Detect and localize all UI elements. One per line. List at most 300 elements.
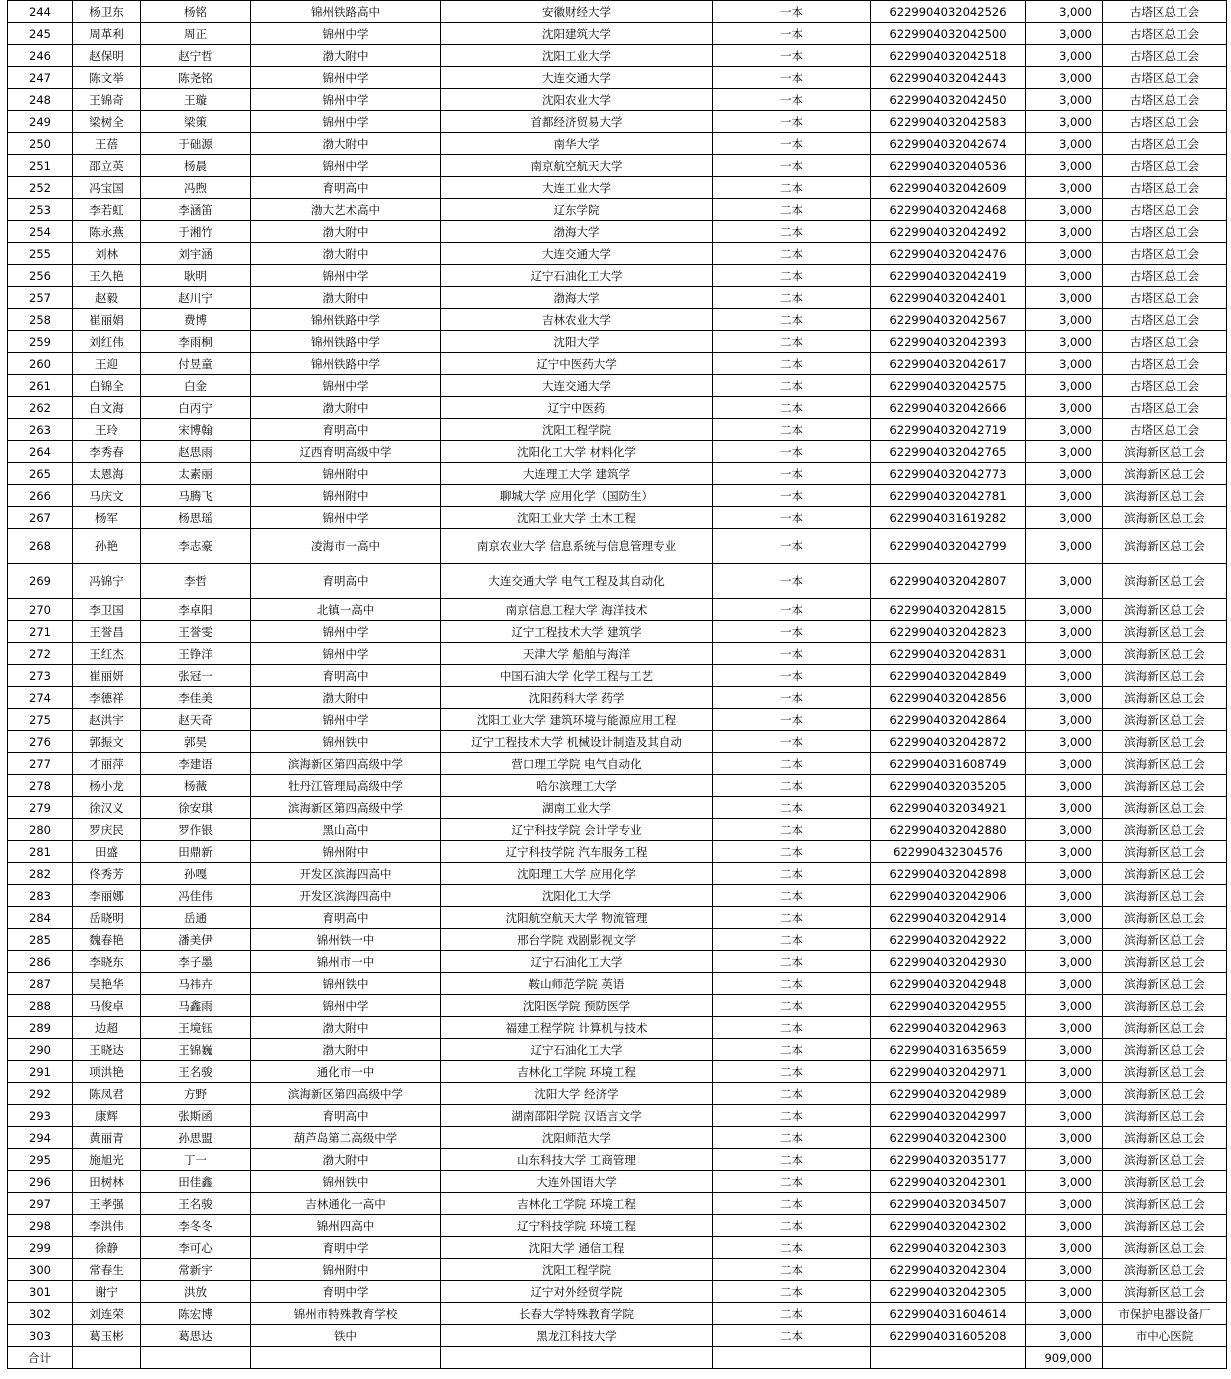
issuing-union: 古塔区总工会 [1103, 45, 1227, 67]
student-name: 陈尧铭 [141, 67, 251, 89]
high-school: 渤大附中 [251, 133, 441, 155]
bank-card-number: 6229904032042880 [871, 819, 1026, 841]
grant-amount: 3,000 [1026, 841, 1103, 863]
high-school: 锦州中学 [251, 375, 441, 397]
grant-amount: 3,000 [1026, 1237, 1103, 1259]
issuing-union: 滨海新区总工会 [1103, 1215, 1227, 1237]
grant-amount: 3,000 [1026, 177, 1103, 199]
row-number: 283 [8, 885, 73, 907]
issuing-union: 滨海新区总工会 [1103, 731, 1227, 753]
table-row [8, 1083, 1227, 1105]
student-name: 李卓阳 [141, 599, 251, 621]
issuing-union: 滨海新区总工会 [1103, 995, 1227, 1017]
student-name: 费博 [141, 309, 251, 331]
admission-tier: 二本 [713, 753, 871, 775]
bank-card-number: 6229904032042609 [871, 177, 1026, 199]
high-school: 辽西育明高级中学 [251, 441, 441, 463]
high-school: 铁中 [251, 1325, 441, 1347]
row-number: 246 [8, 45, 73, 67]
row-number: 281 [8, 841, 73, 863]
parent-name: 刘连荣 [73, 1303, 141, 1325]
grant-amount: 3,000 [1026, 111, 1103, 133]
parent-name: 黄丽青 [73, 1127, 141, 1149]
table-row [8, 111, 1227, 133]
university-major: 大连理工大学 建筑学 [441, 463, 713, 485]
row-number: 251 [8, 155, 73, 177]
university-major: 辽宁工程技术大学 建筑学 [441, 621, 713, 643]
high-school: 锦州中学 [251, 67, 441, 89]
high-school: 育明高中 [251, 564, 441, 599]
high-school: 锦州中学 [251, 995, 441, 1017]
parent-name: 王玲 [73, 419, 141, 441]
row-number: 275 [8, 709, 73, 731]
grant-amount: 3,000 [1026, 1193, 1103, 1215]
student-name: 马鑫雨 [141, 995, 251, 1017]
high-school: 锦州中学 [251, 111, 441, 133]
row-number: 287 [8, 973, 73, 995]
university-major: 湖南邵阳学院 汉语言文学 [441, 1105, 713, 1127]
bank-card-number: 6229904032042955 [871, 995, 1026, 1017]
issuing-union: 古塔区总工会 [1103, 265, 1227, 287]
parent-name: 崔丽娟 [73, 309, 141, 331]
parent-name: 王誉昌 [73, 621, 141, 643]
university-major: 沈阳理工大学 应用化学 [441, 863, 713, 885]
issuing-union: 滨海新区总工会 [1103, 621, 1227, 643]
grant-amount: 3,000 [1026, 1105, 1103, 1127]
issuing-union: 滨海新区总工会 [1103, 753, 1227, 775]
grant-amount: 3,000 [1026, 753, 1103, 775]
bank-card-number: 6229904032042914 [871, 907, 1026, 929]
high-school: 渤大附中 [251, 1039, 441, 1061]
grant-amount: 3,000 [1026, 709, 1103, 731]
student-name: 赵宁哲 [141, 45, 251, 67]
issuing-union: 古塔区总工会 [1103, 67, 1227, 89]
grant-amount: 3,000 [1026, 687, 1103, 709]
row-number: 256 [8, 265, 73, 287]
row-number: 297 [8, 1193, 73, 1215]
high-school: 渤大附中 [251, 687, 441, 709]
grant-amount: 3,000 [1026, 1149, 1103, 1171]
table-row [8, 665, 1227, 687]
high-school: 渤大附中 [251, 1017, 441, 1039]
admission-tier: 一本 [713, 687, 871, 709]
table-row [8, 1039, 1227, 1061]
high-school: 锦州四高中 [251, 1215, 441, 1237]
issuing-union: 滨海新区总工会 [1103, 1083, 1227, 1105]
admission-tier: 二本 [713, 331, 871, 353]
issuing-union: 市保护电器设备厂 [1103, 1303, 1227, 1325]
admission-tier: 二本 [713, 1259, 871, 1281]
table-row [8, 841, 1227, 863]
table-row [8, 1017, 1227, 1039]
issuing-union: 滨海新区总工会 [1103, 1193, 1227, 1215]
bank-card-number: 6229904032042963 [871, 1017, 1026, 1039]
high-school: 吉林通化一高中 [251, 1193, 441, 1215]
high-school: 锦州中学 [251, 89, 441, 111]
high-school: 锦州中学 [251, 155, 441, 177]
university-major: 大连交通大学 [441, 243, 713, 265]
row-number: 261 [8, 375, 73, 397]
student-name: 张冠一 [141, 665, 251, 687]
student-name: 于湘竹 [141, 221, 251, 243]
admission-tier: 一本 [713, 45, 871, 67]
parent-name: 杨小龙 [73, 775, 141, 797]
bank-card-number: 6229904032042526 [871, 1, 1026, 23]
university-major: 山东科技大学 工商管理 [441, 1149, 713, 1171]
grant-amount: 3,000 [1026, 775, 1103, 797]
parent-name: 刘林 [73, 243, 141, 265]
bank-card-number: 6229904032042971 [871, 1061, 1026, 1083]
high-school: 育明高中 [251, 1105, 441, 1127]
row-number: 294 [8, 1127, 73, 1149]
university-major: 南京农业大学 信息系统与信息管理专业 [441, 529, 713, 564]
table-row [8, 1127, 1227, 1149]
row-number: 282 [8, 863, 73, 885]
grant-amount: 3,000 [1026, 1017, 1103, 1039]
issuing-union: 古塔区总工会 [1103, 419, 1227, 441]
bank-card-number: 6229904032042301 [871, 1171, 1026, 1193]
admission-tier: 二本 [713, 1325, 871, 1347]
bank-card-number: 6229904032042989 [871, 1083, 1026, 1105]
bank-card-number: 6229904032042799 [871, 529, 1026, 564]
grant-amount: 3,000 [1026, 529, 1103, 564]
table-row [8, 753, 1227, 775]
high-school: 锦州铁中 [251, 973, 441, 995]
parent-name: 康辉 [73, 1105, 141, 1127]
issuing-union: 滨海新区总工会 [1103, 775, 1227, 797]
high-school: 育明中学 [251, 1281, 441, 1303]
admission-tier: 一本 [713, 564, 871, 599]
admission-tier: 一本 [713, 89, 871, 111]
high-school: 锦州附中 [251, 841, 441, 863]
parent-name: 王久艳 [73, 265, 141, 287]
admission-tier: 二本 [713, 221, 871, 243]
admission-tier: 二本 [713, 1215, 871, 1237]
admission-tier: 二本 [713, 797, 871, 819]
grant-amount: 3,000 [1026, 1281, 1103, 1303]
university-major: 沈阳工业大学 [441, 45, 713, 67]
parent-name: 常春生 [73, 1259, 141, 1281]
row-number: 280 [8, 819, 73, 841]
student-name: 田鼎新 [141, 841, 251, 863]
admission-tier: 二本 [713, 375, 871, 397]
admission-tier: 一本 [713, 463, 871, 485]
parent-name: 冯宝国 [73, 177, 141, 199]
row-number: 299 [8, 1237, 73, 1259]
parent-name: 罗庆民 [73, 819, 141, 841]
parent-name: 田盛 [73, 841, 141, 863]
grant-amount: 3,000 [1026, 243, 1103, 265]
bank-card-number: 6229904032042476 [871, 243, 1026, 265]
grant-amount: 3,000 [1026, 1303, 1103, 1325]
row-number: 288 [8, 995, 73, 1017]
grant-amount: 3,000 [1026, 463, 1103, 485]
bank-card-number: 6229904032042864 [871, 709, 1026, 731]
parent-name: 施旭光 [73, 1149, 141, 1171]
student-name: 岳通 [141, 907, 251, 929]
table-row [8, 907, 1227, 929]
admission-tier: 一本 [713, 111, 871, 133]
row-number: 284 [8, 907, 73, 929]
issuing-union: 古塔区总工会 [1103, 133, 1227, 155]
row-number: 259 [8, 331, 73, 353]
student-name: 田佳鑫 [141, 1171, 251, 1193]
issuing-union: 滨海新区总工会 [1103, 841, 1227, 863]
row-number: 291 [8, 1061, 73, 1083]
student-name: 白丙宁 [141, 397, 251, 419]
grant-amount: 3,000 [1026, 23, 1103, 45]
admission-tier: 二本 [713, 775, 871, 797]
table-row [8, 507, 1227, 529]
admission-tier: 二本 [713, 397, 871, 419]
high-school: 锦州中学 [251, 709, 441, 731]
university-major: 沈阳农业大学 [441, 89, 713, 111]
high-school: 育明高中 [251, 419, 441, 441]
grant-amount: 3,000 [1026, 1259, 1103, 1281]
high-school: 滨海新区第四高级中学 [251, 1083, 441, 1105]
admission-tier: 一本 [713, 599, 871, 621]
issuing-union: 古塔区总工会 [1103, 23, 1227, 45]
bank-card-number: 6229904032042500 [871, 23, 1026, 45]
student-name: 孙嘎 [141, 863, 251, 885]
parent-name: 王蓓 [73, 133, 141, 155]
parent-name: 才丽萍 [73, 753, 141, 775]
total-empty-cell [441, 1347, 713, 1369]
high-school: 开发区滨海四高中 [251, 863, 441, 885]
grant-amount: 3,000 [1026, 863, 1103, 885]
student-name: 王誉雯 [141, 621, 251, 643]
issuing-union: 滨海新区总工会 [1103, 1017, 1227, 1039]
bank-card-number: 6229904032042302 [871, 1215, 1026, 1237]
admission-tier: 一本 [713, 507, 871, 529]
issuing-union: 市中心医院 [1103, 1325, 1227, 1347]
issuing-union: 古塔区总工会 [1103, 221, 1227, 243]
issuing-union: 滨海新区总工会 [1103, 907, 1227, 929]
grant-amount: 3,000 [1026, 973, 1103, 995]
grant-amount: 3,000 [1026, 1, 1103, 23]
student-name: 李冬冬 [141, 1215, 251, 1237]
table-row [8, 599, 1227, 621]
university-major: 中国石油大学 化学工程与工艺 [441, 665, 713, 687]
high-school: 渤大附中 [251, 287, 441, 309]
table-row [8, 564, 1227, 599]
admission-tier: 一本 [713, 621, 871, 643]
student-name: 徐安琪 [141, 797, 251, 819]
bank-card-number: 6229904032042849 [871, 665, 1026, 687]
table-row [8, 221, 1227, 243]
bank-card-number: 6229904032042719 [871, 419, 1026, 441]
university-major: 辽东学院 [441, 199, 713, 221]
parent-name: 李晓东 [73, 951, 141, 973]
table-row [8, 885, 1227, 907]
table-row [8, 995, 1227, 1017]
table-body [8, 1, 1227, 1347]
row-number: 286 [8, 951, 73, 973]
high-school: 育明中学 [251, 1237, 441, 1259]
grant-amount: 3,000 [1026, 485, 1103, 507]
university-major: 大连交通大学 [441, 375, 713, 397]
bank-card-number: 6229904032042617 [871, 353, 1026, 375]
grant-amount: 3,000 [1026, 133, 1103, 155]
grant-amount: 3,000 [1026, 951, 1103, 973]
issuing-union: 滨海新区总工会 [1103, 973, 1227, 995]
grant-amount: 3,000 [1026, 995, 1103, 1017]
roster-table [7, 0, 1227, 1369]
parent-name: 王红杰 [73, 643, 141, 665]
issuing-union: 滨海新区总工会 [1103, 1171, 1227, 1193]
student-name: 王璇 [141, 89, 251, 111]
high-school: 锦州附中 [251, 1259, 441, 1281]
admission-tier: 二本 [713, 199, 871, 221]
bank-card-number: 6229904032042567 [871, 309, 1026, 331]
parent-name: 项洪艳 [73, 1061, 141, 1083]
admission-tier: 二本 [713, 309, 871, 331]
parent-name: 孙艳 [73, 529, 141, 564]
bank-card-number: 6229904032042765 [871, 441, 1026, 463]
table-row [8, 687, 1227, 709]
admission-tier: 二本 [713, 1171, 871, 1193]
high-school: 滨海新区第四高级中学 [251, 753, 441, 775]
parent-name: 佟秀芳 [73, 863, 141, 885]
high-school: 锦州中学 [251, 643, 441, 665]
total-label: 合计 [8, 1347, 73, 1369]
student-name: 李佳美 [141, 687, 251, 709]
row-number: 290 [8, 1039, 73, 1061]
bank-card-number: 6229904032042468 [871, 199, 1026, 221]
university-major: 安徽财经大学 [441, 1, 713, 23]
table-row [8, 1061, 1227, 1083]
high-school: 北镇一高中 [251, 599, 441, 621]
university-major: 沈阳师范大学 [441, 1127, 713, 1149]
high-school: 锦州附中 [251, 485, 441, 507]
row-number: 289 [8, 1017, 73, 1039]
student-name: 李子墨 [141, 951, 251, 973]
issuing-union: 古塔区总工会 [1103, 287, 1227, 309]
parent-name: 李洪伟 [73, 1215, 141, 1237]
bank-card-number: 6229904032042823 [871, 621, 1026, 643]
table-row [8, 353, 1227, 375]
total-empty-cell [251, 1347, 441, 1369]
admission-tier: 二本 [713, 419, 871, 441]
high-school: 渤大附中 [251, 45, 441, 67]
row-number: 253 [8, 199, 73, 221]
parent-name: 赵保明 [73, 45, 141, 67]
bank-card-number: 6229904032042304 [871, 1259, 1026, 1281]
bank-card-number: 6229904031608749 [871, 753, 1026, 775]
row-number: 257 [8, 287, 73, 309]
student-name: 孙思盟 [141, 1127, 251, 1149]
grant-amount: 3,000 [1026, 375, 1103, 397]
parent-name: 杨军 [73, 507, 141, 529]
student-name: 洪放 [141, 1281, 251, 1303]
total-row [8, 1347, 1227, 1369]
parent-name: 李若虹 [73, 199, 141, 221]
issuing-union: 滨海新区总工会 [1103, 885, 1227, 907]
table-row [8, 775, 1227, 797]
parent-name: 魏春艳 [73, 929, 141, 951]
student-name: 耿明 [141, 265, 251, 287]
student-name: 太素丽 [141, 463, 251, 485]
student-name: 潘美伊 [141, 929, 251, 951]
high-school: 凌海市一高中 [251, 529, 441, 564]
grant-amount: 3,000 [1026, 221, 1103, 243]
student-name: 刘宇涵 [141, 243, 251, 265]
bank-card-number: 6229904032042393 [871, 331, 1026, 353]
student-name: 杨晨 [141, 155, 251, 177]
university-major: 辽宁石油化工大学 [441, 951, 713, 973]
table-row [8, 177, 1227, 199]
admission-tier: 二本 [713, 177, 871, 199]
university-major: 沈阳工业大学 土木工程 [441, 507, 713, 529]
university-major: 大连工业大学 [441, 177, 713, 199]
student-name: 马祎卉 [141, 973, 251, 995]
admission-tier: 一本 [713, 485, 871, 507]
student-name: 李涵笛 [141, 199, 251, 221]
admission-tier: 二本 [713, 1237, 871, 1259]
table-row [8, 331, 1227, 353]
row-number: 293 [8, 1105, 73, 1127]
student-name: 于础源 [141, 133, 251, 155]
issuing-union: 滨海新区总工会 [1103, 1149, 1227, 1171]
admission-tier: 一本 [713, 665, 871, 687]
parent-name: 郭振文 [73, 731, 141, 753]
admission-tier: 二本 [713, 863, 871, 885]
bank-card-number: 6229904031635659 [871, 1039, 1026, 1061]
grant-amount: 3,000 [1026, 287, 1103, 309]
student-name: 陈宏博 [141, 1303, 251, 1325]
table-row [8, 797, 1227, 819]
table-row [8, 1303, 1227, 1325]
student-name: 冯佳伟 [141, 885, 251, 907]
grant-amount: 3,000 [1026, 907, 1103, 929]
admission-tier: 二本 [713, 265, 871, 287]
high-school: 通化市一中 [251, 1061, 441, 1083]
admission-tier: 二本 [713, 353, 871, 375]
student-name: 葛思达 [141, 1325, 251, 1347]
parent-name: 周革利 [73, 23, 141, 45]
high-school: 锦州中学 [251, 621, 441, 643]
high-school: 锦州铁中 [251, 731, 441, 753]
grant-amount: 3,000 [1026, 564, 1103, 599]
high-school: 育明高中 [251, 177, 441, 199]
admission-tier: 二本 [713, 1149, 871, 1171]
row-number: 277 [8, 753, 73, 775]
bank-card-number: 6229904032042781 [871, 485, 1026, 507]
university-major: 沈阳药科大学 药学 [441, 687, 713, 709]
admission-tier: 二本 [713, 885, 871, 907]
row-number: 270 [8, 599, 73, 621]
admission-tier: 一本 [713, 643, 871, 665]
issuing-union: 古塔区总工会 [1103, 353, 1227, 375]
high-school: 锦州市特殊教育学校 [251, 1303, 441, 1325]
table-row [8, 397, 1227, 419]
issuing-union: 滨海新区总工会 [1103, 1039, 1227, 1061]
issuing-union: 滨海新区总工会 [1103, 819, 1227, 841]
grant-amount: 3,000 [1026, 819, 1103, 841]
row-number: 273 [8, 665, 73, 687]
grant-amount: 3,000 [1026, 1083, 1103, 1105]
row-number: 244 [8, 1, 73, 23]
university-major: 南华大学 [441, 133, 713, 155]
issuing-union: 滨海新区总工会 [1103, 507, 1227, 529]
parent-name: 李丽娜 [73, 885, 141, 907]
issuing-union: 滨海新区总工会 [1103, 665, 1227, 687]
admission-tier: 一本 [713, 709, 871, 731]
admission-tier: 二本 [713, 1083, 871, 1105]
table-row [8, 309, 1227, 331]
issuing-union: 古塔区总工会 [1103, 331, 1227, 353]
table-row [8, 1325, 1227, 1347]
